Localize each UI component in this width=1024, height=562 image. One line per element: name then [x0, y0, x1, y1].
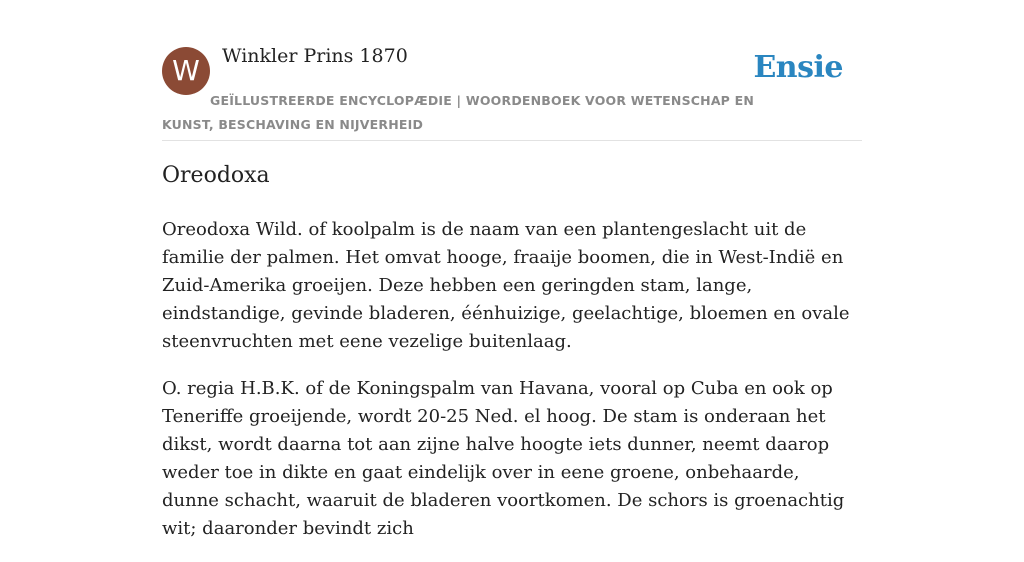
article-paragraph-2: O. regia H.B.K. of de Koningspalm van Havana, vooral op Cuba en ook op Teneriffe groeijende, wordt 20-25 Ned. el hoog. De stam is onderaan het dikst, wordt daarna tot aan zijne halve hoogte iets dunner, neemt daarop weder toe in dikte en gaat eindelijk over in eene groene, onbehaarde, dunne schacht, waaruit de bladeren voortkomen. De schors is groenachtig wit; daaronder bevindt zich	[162, 378, 845, 539]
article-body	[162, 216, 862, 562]
source-subtitle: GEÏLLUSTREERDE ENCYCLOPÆDIE | WOORDENBOEK VOOR WETENSCHAP EN KUNST, BESCHAVING EN NIJVERHEID	[162, 93, 755, 132]
source-avatar[interactable]: W	[162, 47, 210, 95]
source-title-link[interactable]: Winkler Prins 1870	[222, 45, 408, 67]
header	[162, 0, 862, 141]
ensie-logo-link[interactable]: Ensie	[753, 50, 843, 85]
article-paragraph-1: Oreodoxa Wild. of koolpalm is de naam van een plantengeslacht uit de familie der palmen. Het omvat hooge, fraaije boomen, die in West-Indië en Zuid-Amerika groeijen. Deze hebben een geringden stam, lange, eindstandige, gevinde bladeren, éénhuizige, geelachtige, bloemen en ovale steenvruchten met eene vezelige buitenlaag.	[162, 219, 850, 352]
page	[162, 0, 862, 539]
article-title: Oreodoxa	[162, 163, 270, 188]
